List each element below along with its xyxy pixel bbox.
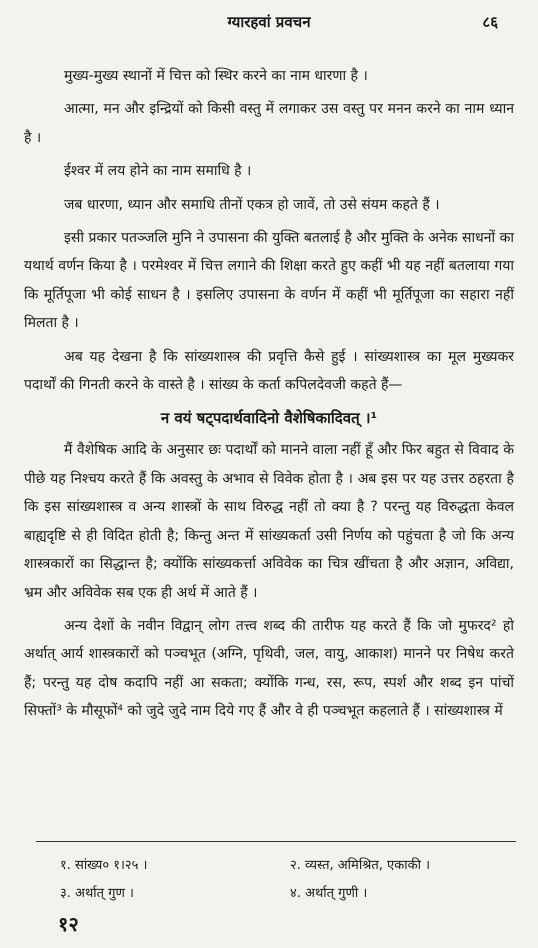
footnote: २. व्यस्त, अमिश्रित, एकाकी । [290,858,431,873]
paragraph: जब धारणा, ध्यान और समाधि तीनों एकत्र हो जावें, तो उसे संयम कहते हैं । [64,196,440,213]
footnotes [60,850,520,906]
paragraph: अन्य देशों के नवीन विद्वान् लोग तत्त्व शब्द की तारीफ यह करते हैं कि जो मुफरद² हो अर्थात् आर्य शास्त्रकारों को पञ्चभूत (अग्नि, पृथिवी, जल, वायु, आकाश) मानने पर निषेध करते हैं; परन्तु यह दोष कदापि नहीं आ सकता; क्योंकि गन्ध, रस, रूप, स्पर्श और शब्द इन पांचों सिफ्तों³ के मौसूफों⁴ को जुदे जुदे नाम दिये गए हैं और वे ही पञ्चभूत कहलाते हैं । सांख्यशास्त्र में [24,617,514,720]
sanskrit-quote: न वयं षट्पदार्थवादिनो वैशेषिकादिवत् ।¹ [160,409,378,428]
page-header [0,12,538,38]
page-body [24,62,514,731]
paragraph: आत्मा, मन और इन्द्रियों को किसी वस्तु में लगाकर उस वस्तु पर मनन करने का नाम ध्यान है । [24,101,514,146]
footnote: १. सांख्य० १।२५ । [60,858,148,873]
signature-mark: १२ [58,912,79,936]
paragraph: इसी प्रकार पतञ्जलि मुनि ने उपासना की युक्ति बतलाई है और मुक्ति के अनेक साधनों का यथार्थ वर्णन किया है । परमेश्वर में चित्त लगाने की शिक्षा करते हुए कहीं भी यह नहीं बतलाया गया कि मूर्तिपूजा भी कोई साधन है । इसलिए उपासना के वर्णन में कहीं भी मूर्तिपूजा का सहारा नहीं मिलता है । [24,230,514,332]
footnote: ३. अर्थात् गुण । [60,886,134,901]
footnote: ४. अर्थात् गुणी । [290,886,368,901]
paragraph: अब यह देखना है कि सांख्यशास्त्र की प्रवृत्ति कैसे हुई । सांख्यशास्त्र का मूल मुख्यकर पदार्थों की गिनती करने के वास्ते है । सांख्य के कर्ता कपिलदेवजी कहते हैं— [24,348,514,394]
footnote-divider [36,841,516,842]
paragraph: मैं वैशेषिक आदि के अनुसार छः पदार्थों को मानने वाला नहीं हूँ और फिर बहुत से विवाद के पीछे यह निश्चय करते हैं कि अवस्तु के अभाव से विवेक होता है । अब इस पर यह उत्तर ठहरता है कि इस सांख्यशास्त्र व अन्य शास्त्रों के साथ विरुद्ध नहीं तो क्या है ? परन्तु यह विरुद्धता केवल बाह्यदृष्टि से ही विदित होती है; किन्तु अन्त में सांख्यकर्ता उसी निर्णय को पहुंचता है जो कि अन्य शास्त्रकारों का सिद्धान्त है; क्योंकि सांख्यकर्त्ता अविवेक का चित्र खींचता है और अज्ञान, अविद्या, भ्रम और अविवेक सब एक ही अर्थ में आते हैं । [24,442,514,601]
page-number: ८६ [482,13,498,31]
paragraph: मुख्य-मुख्य स्थानों में चित्त को स्थिर करने का नाम धारणा है । [64,68,368,84]
paragraph: ईश्वर में लय होने का नाम समाधि है । [64,163,252,180]
running-head: ग्यारहवां प्रवचन [227,13,311,31]
